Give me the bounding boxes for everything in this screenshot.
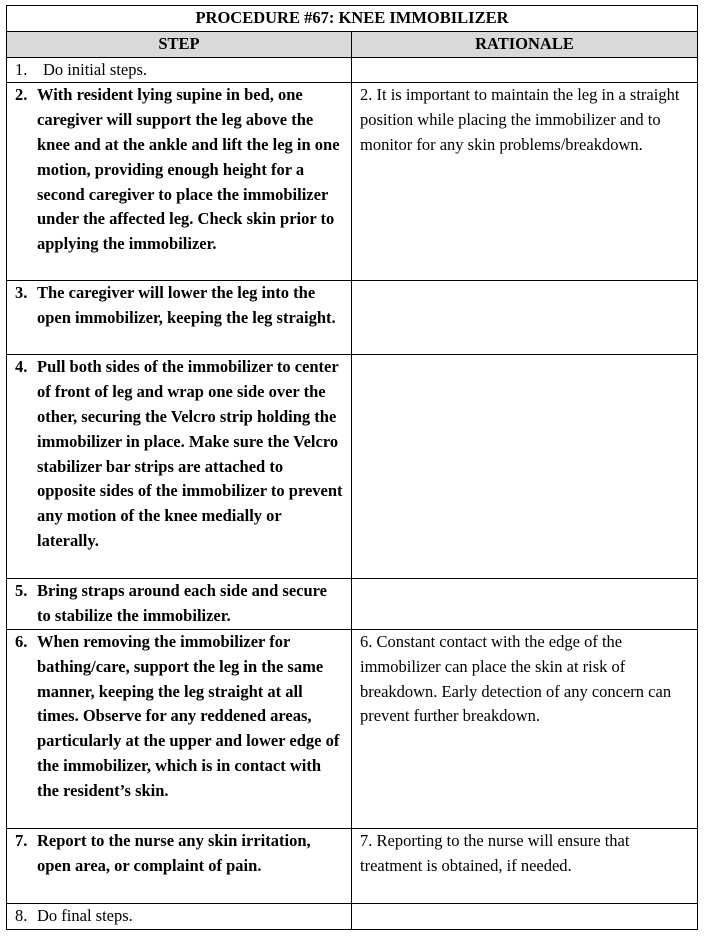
step-text: The caregiver will lower the leg into the open immobilizer, keeping the leg straight. [37, 283, 336, 328]
table-row [7, 57, 698, 83]
step-cell [7, 828, 352, 903]
rationale-cell [352, 579, 698, 630]
step-text: Do initial steps. [43, 59, 148, 79]
title-row [7, 6, 698, 32]
procedure-title: PROCEDURE #67: KNEE IMMOBILIZER [7, 6, 698, 32]
step-text: Pull both sides of the immobilizer to center of front of leg and wrap one side over the other, securing the Velcro strip holding the immobilizer in place. Make sure the Velcro stabilizer bar strips are attached to opposite sides of the immobilizer to prevent any motion of the knee medially or laterally. [37, 357, 343, 550]
procedure-table [6, 5, 698, 930]
step-number: 3. [15, 283, 28, 303]
step-number: 2. [15, 85, 28, 105]
step-number: 7. [15, 830, 28, 850]
step-text: When removing the immobilizer for bathing/care, support the leg in the same manner, keeping the leg straight at all times. Observe for any reddened areas, particularly at the upper and lower edge of the immobilizer, which is in contact with the resident’s skin. [37, 631, 340, 800]
step-number: 1. [15, 59, 28, 79]
table-row [7, 83, 698, 281]
step-number: 8. [15, 905, 28, 925]
step-cell [7, 57, 352, 83]
step-number: 6. [15, 631, 28, 651]
step-cell [7, 281, 352, 355]
table-row [7, 828, 698, 903]
rationale-cell [352, 57, 698, 83]
step-number: 4. [15, 357, 28, 377]
rationale-cell [352, 903, 698, 929]
table-row [7, 903, 698, 929]
step-text: Report to the nurse any skin irritation, open area, or complaint of pain. [37, 830, 311, 875]
table-row [7, 281, 698, 355]
step-header: STEP [7, 31, 352, 57]
table-row [7, 629, 698, 828]
step-number: 5. [15, 581, 28, 601]
step-cell [7, 579, 352, 630]
step-cell [7, 83, 352, 281]
rationale-cell: 7. Reporting to the nurse will ensure that treatment is obtained, if needed. [352, 828, 698, 903]
header-row [7, 31, 698, 57]
step-text: With resident lying supine in bed, one caregiver will support the leg above the knee and at the ankle and lift the leg in one motion, providing enough height for a second caregiver to place the immobilizer under the affected leg. Check skin prior to applying the immobilizer. [37, 85, 340, 254]
rationale-cell: 6. Constant contact with the edge of the immobilizer can place the skin at risk of breakdown. Early detection of any concern can prevent further breakdown. [352, 629, 698, 828]
rationale-cell: 2. It is important to maintain the leg in a straight position while placing the immobilizer and to monitor for any skin problems/breakdown. [352, 83, 698, 281]
rationale-cell [352, 355, 698, 579]
table-row [7, 355, 698, 579]
step-cell [7, 903, 352, 929]
step-cell [7, 629, 352, 828]
table-row [7, 579, 698, 630]
step-text: Do final steps. [37, 905, 133, 925]
step-text: Bring straps around each side and secure to stabilize the immobilizer. [37, 581, 328, 626]
rationale-header: RATIONALE [352, 31, 698, 57]
rationale-cell [352, 281, 698, 355]
step-cell [7, 355, 352, 579]
